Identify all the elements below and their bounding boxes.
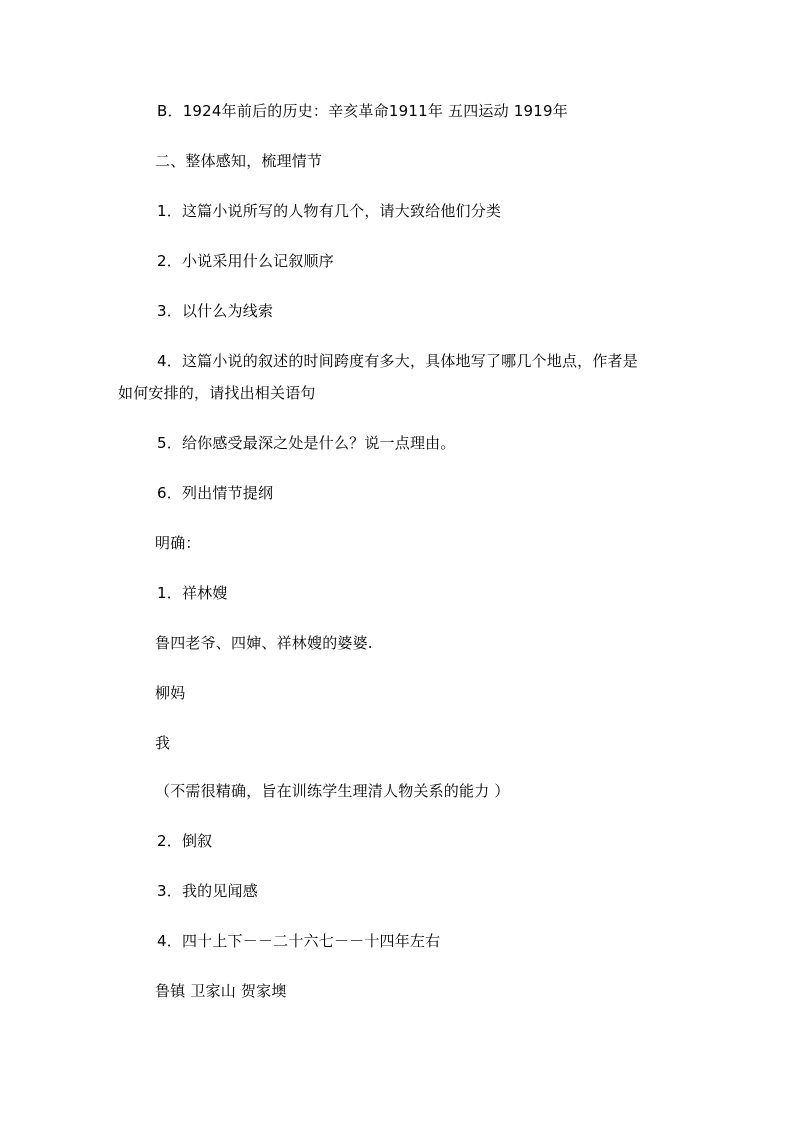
answer-1-note: （不需很精确，旨在训练学生理清人物关系的能力 ） — [155, 782, 510, 800]
answer-1-narrator: 我 — [155, 734, 171, 752]
history-background-line: B．1924年前后的历史：辛亥革命1911年 五四运动 1919年 — [157, 102, 568, 120]
answer-2-flashback: 2．倒叙 — [157, 832, 213, 850]
answer-1-main-character: 1．祥林嫂 — [157, 584, 228, 602]
section-heading-overall-perception: 二、整体感知，梳理情节 — [155, 152, 323, 170]
answers-heading: 明确： — [155, 534, 201, 552]
answer-4-time-span: 4．四十上下－－二十六七－－十四年左右 — [157, 932, 441, 950]
answer-4-locations: 鲁镇 卫家山 贺家墺 — [155, 982, 287, 1000]
question-6-plot-outline: 6．列出情节提纲 — [157, 484, 274, 502]
answer-3-clue: 3．我的见闻感 — [157, 882, 258, 900]
question-1-characters: 1．这篇小说所写的人物有几个，请大致给他们分类 — [157, 202, 502, 220]
question-5-impression: 5．给你感受最深之处是什么？说一点理由。 — [157, 434, 456, 452]
answer-1-supporting-characters: 鲁四老爷、四婶、祥林嫂的婆婆. — [155, 634, 373, 652]
question-3-clue: 3．以什么为线索 — [157, 302, 274, 320]
question-2-narrative-order: 2．小说采用什么记叙顺序 — [157, 252, 334, 270]
question-4-time-span: 4．这篇小说的叙述的时间跨度有多大，具体地写了哪几个地点，作者是 — [157, 352, 638, 370]
question-4-continuation: 如何安排的，请找出相关语句 — [118, 384, 316, 402]
answer-1-liu-ma: 柳妈 — [155, 684, 186, 702]
